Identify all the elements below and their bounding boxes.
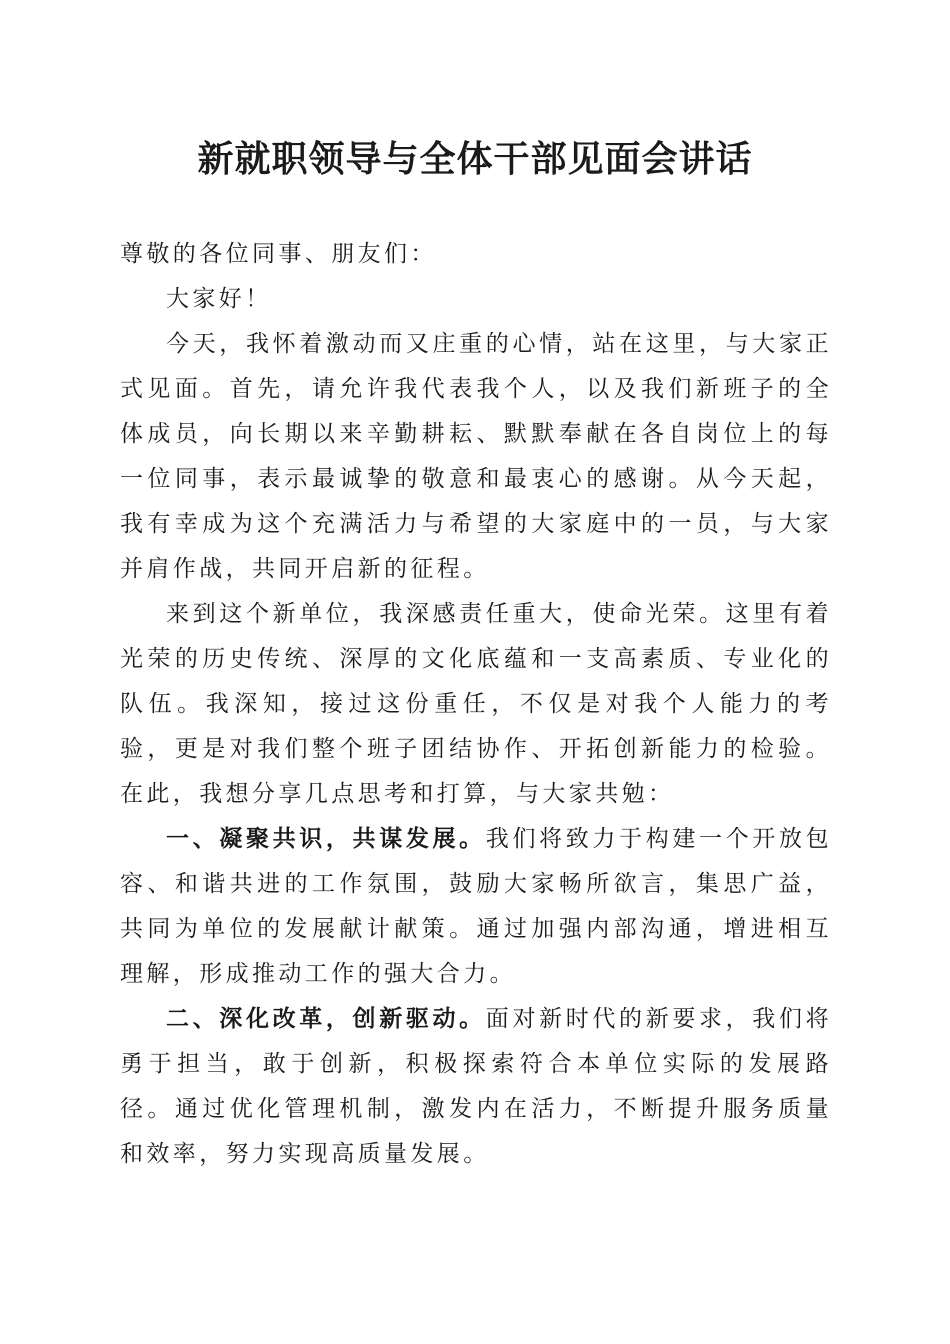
salutation: 尊敬的各位同事、朋友们：: [120, 241, 437, 267]
document-body: [120, 232, 832, 1177]
document-title: 新就职领导与全体干部见面会讲话: [197, 138, 753, 180]
point-heading: 一、凝聚共识，共谋发展。: [166, 826, 486, 852]
point-text: 我们将致力于构建一个开放包容、和谐共进的工作氛围，鼓励大家畅所欲言，集思广益，共同为单位的发展献计献策。通过加强内部沟通，增进相互理解，形成推动工作的强大合力。: [120, 826, 832, 987]
point-paragraph: [120, 997, 832, 1177]
greeting: 大家好！: [166, 286, 272, 312]
point-heading: 二、深化改革，创新驱动。: [166, 1006, 486, 1032]
paragraph: 今天，我怀着激动而又庄重的心情，站在这里，与大家正式见面。首先，请允许我代表我个人，以及我们新班子的全体成员，向长期以来辛勤耕耘、默默奉献在各自岗位上的每一位同事，表示最诚挚的敬意和最衷心的感谢。从今天起，我有幸成为这个充满活力与希望的大家庭中的一员，与大家并肩作战，共同开启新的征程。: [120, 331, 832, 582]
paragraph: 来到这个新单位，我深感责任重大，使命光荣。这里有着光荣的历史传统、深厚的文化底蕴和一支高素质、专业化的队伍。我深知，接过这份重任，不仅是对我个人能力的考验，更是对我们整个班子团结协作、开拓创新能力的检验。在此，我想分享几点思考和打算，与大家共勉：: [120, 601, 832, 807]
point-paragraph: [120, 817, 832, 997]
point-text: 面对新时代的新要求，我们将勇于担当，敢于创新，积极探索符合本单位实际的发展路径。通过优化管理机制，激发内在活力，不断提升服务质量和效率，努力实现高质量发展。: [120, 1006, 832, 1167]
